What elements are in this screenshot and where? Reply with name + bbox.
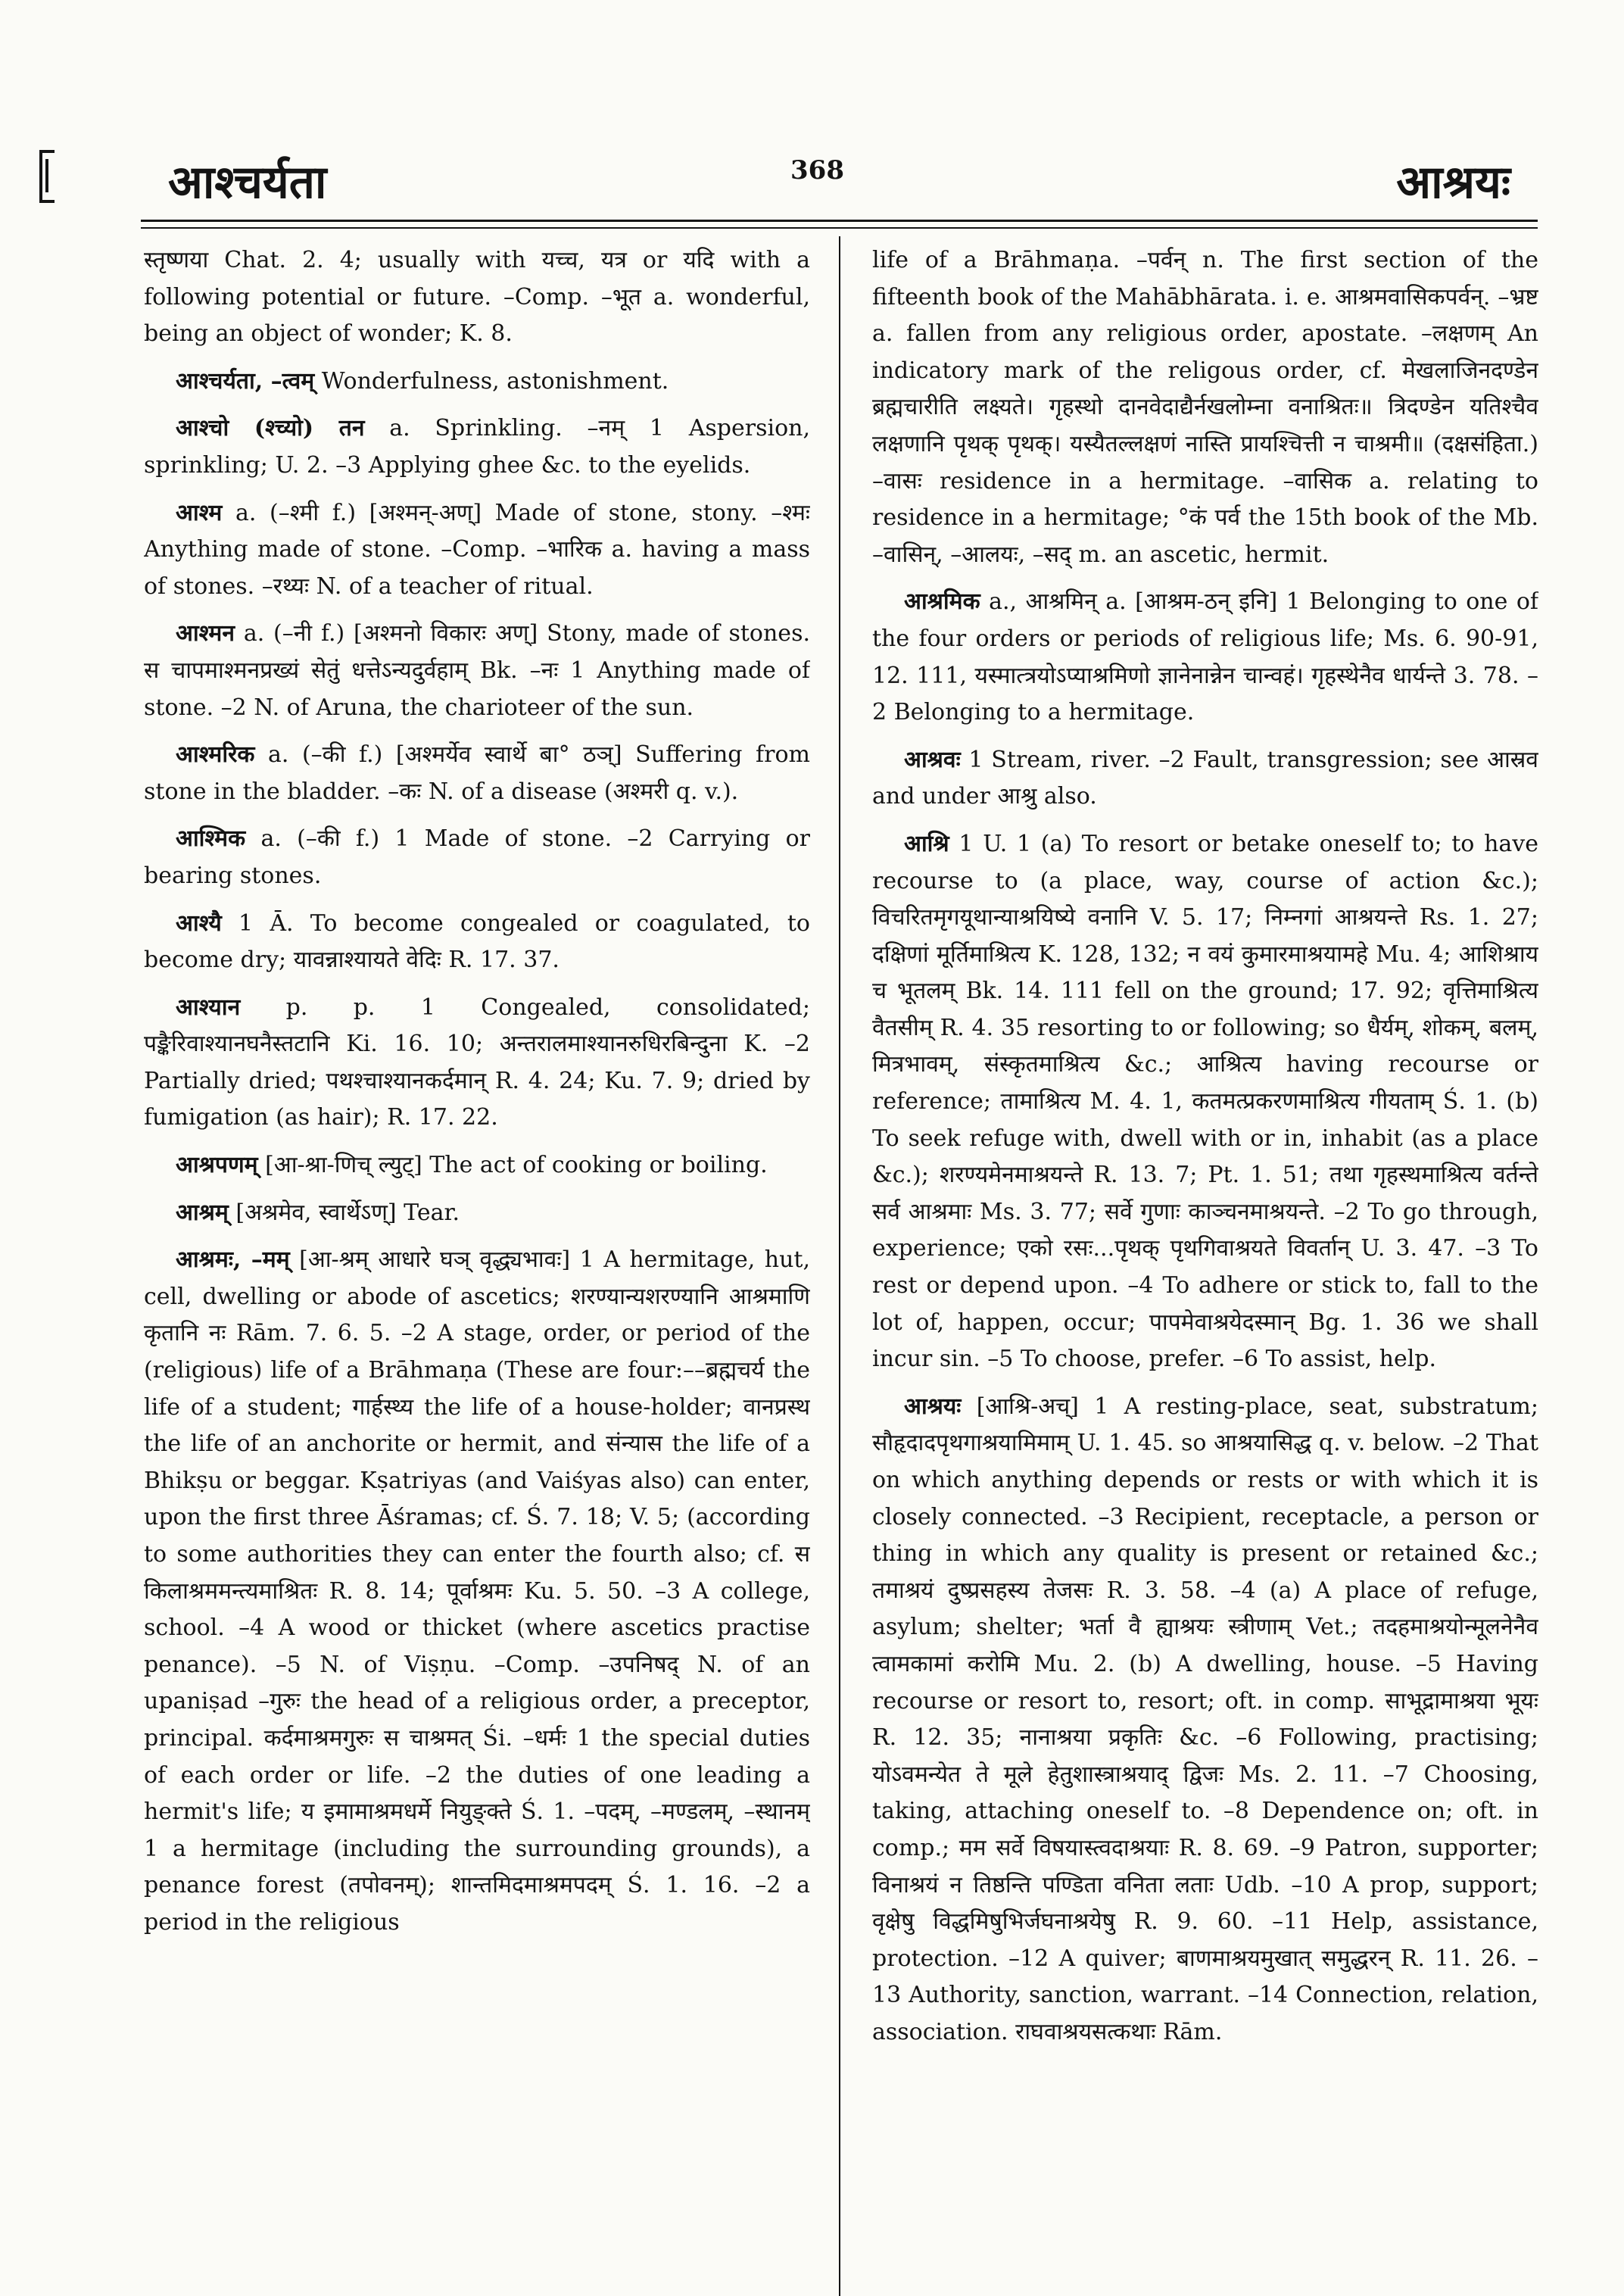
entry-continuation bbox=[872, 242, 1538, 573]
entry-text: [आ-श्रम् आधारे घञ् वृद्ध्यभावः] 1 A hermitage, hut, cell, dwelling or abode of ascetics; शरण्यान्यशरण्यानि आश्रमाणि कृतानि नः Rām. 7. 6. 5. –2 A stage, order, or period of the (religious) life of a Brāhmaṇa (These are four:––ब्रह्मचर्य the life of a student; गार्हस्थ्य the life of a house-holder; वानप्रस्थ the life of an anchorite or hermit, and संन्यास the life of a Bhikṣu or beggar. Kṣatriyas (and Vaiśyas also) can enter, upon the first three Āśramas; cf. Ś. 7. 18; V. 5; (according to some authorities they can enter the fourth also; cf. स किलाश्रममन्त्यमाश्रितः R. 8. 14; पूर्वाश्रमः Ku. 5. 50. –3 A college, school. –4 A wood or thicket (where ascetics practise penance). –5 N. of Viṣṇu. –Comp. –उपनिषद् N. of an upaniṣad –गुरुः the head of a religious order, a preceptor, principal. कर्दमाश्रमगुरुः स चाश्रमत् Śi. –धर्मः 1 the special duties of each order or life. –2 the duties of one leading a hermit's life; य इमामाश्रमधर्मे नियुङ्क्ते Ś. 1. –पदम्, –मण्डलम्, –स्थानम् 1 a hermitage (including the surrounding grounds), a penance forest (तपोवनम्); शान्तमिदमाश्रमपदम् Ś. 1. 16. –2 a period in the religious bbox=[144, 1246, 810, 1936]
running-header bbox=[0, 140, 1624, 223]
entry-text: स्तृष्णया Chat. 2. 4; usually with यच्च, यत्र or यदि with a following potential or future. –Comp. –भूत a. wonderful, being an object of wonder; K. 8. bbox=[144, 247, 810, 348]
entry-headword: आश्रमः, –मम् bbox=[176, 1246, 290, 1274]
right-column bbox=[872, 242, 1538, 2287]
dictionary-entry bbox=[872, 742, 1538, 816]
dictionary-entry bbox=[144, 1242, 810, 1941]
entry-text: a. Sprinkling. –नम् 1 Aspersion, sprinkling; U. 2. –3 Applying ghee &c. to the eyelids. bbox=[144, 415, 810, 479]
entry-text: life of a Brāhmaṇa. –पर्वन् n. The first section of the fifteenth book of the Mahābhārata. i. e. आश्रमवासिकपर्वन्. –भ्रष्ट a. fallen from any religious order, apostate. –लक्षणम् An indicatory mark of the religous order, cf. मेखलाजिनदण्डेन ब्रह्मचारीति लक्ष्यते। गृहस्थो दानवेदाद्यैर्नखलोम्ना वनाश्रितः॥ त्रिदण्डेन यतिश्चैव लक्षणानि पृथक् पृथक्। यस्यैतल्लक्षणं नास्ति प्रायश्चित्ती न चाश्रमी॥ (दक्षसंहिता.) –वासः residence in a hermitage. –वासिक a. relating to residence in a hermitage; °कं पर्व the 15th book of the Mb. –वासिन्, –आलयः, –सद् m. an ascetic, hermit. bbox=[872, 247, 1538, 568]
entry-headword: आश्यान bbox=[176, 994, 241, 1021]
entry-headword: आश्मन bbox=[176, 620, 235, 647]
dictionary-entry bbox=[144, 363, 810, 401]
entry-text: a. (–की f.) 1 Made of stone. –2 Carrying or bearing stones. bbox=[144, 825, 810, 889]
dictionary-entry bbox=[144, 906, 810, 979]
dictionary-entry bbox=[872, 584, 1538, 731]
entry-headword: आश्रमिक bbox=[904, 588, 980, 616]
entry-text: a., आश्रमिन् a. [आश्रम-ठन् इनि] 1 Belonging to one of the four orders or periods of religious life; Ms. 6. 90-91, 12. 111, यस्मात्त्रयोऽप्याश्रमिणो ज्ञानेनान्नेन चान्वहं। गृहस्थेनैव धार्यन्ते 3. 78. –2 Belonging to a hermitage. bbox=[872, 588, 1538, 726]
entry-text: [आ-श्रा-णिच् ल्युट्] The act of cooking or boiling. bbox=[265, 1152, 768, 1179]
entry-headword: आश्चो (श्च्यो) तन bbox=[176, 415, 365, 442]
entry-headword: आश्रि bbox=[904, 830, 949, 857]
dictionary-entry bbox=[144, 495, 810, 606]
entry-headword: आश्रवः bbox=[904, 746, 961, 773]
entry-headword: आश्मिक bbox=[176, 825, 246, 853]
entry-text: 1 U. 1 (a) To resort or betake oneself to; to have recourse to (a place, way, course of action &c.); विचरितमृगयूथान्याश्रयिष्ये वनानि V. 5. 17; निम्नगां आश्रयन्ते Rs. 1. 27; दक्षिणां मूर्तिमाश्रित्य K. 128, 132; न वयं कुमारमाश्रयामहे Mu. 4; आशिश्राय च भूतलम् Bk. 14. 111 fell on the ground; 17. 92; वृत्तिमाश्रित्य वैतसीम् R. 4. 35 resorting to or following; so धैर्यम्, शोकम्, बलम्, मित्रभावम्, संस्कृतमाश्रित्य &c.; आश्रित्य having recourse or reference; तामाश्रित्य M. 4. 1, कतमत्प्रकरणमाश्रित्य गीयताम् Ś. 1. (b) To seek refuge with, dwell with or in, inhabit (as a place &c.); शरण्यमेनमाश्रयन्ते R. 13. 7; Pt. 1. 51; तथा गृहस्थमाश्रित्य वर्तन्ते सर्व आश्रमाः Ms. 3. 77; सर्वे गुणाः काञ्चनमाश्रयन्ते. –2 To go through, experience; एको रसः...पृथक् पृथगिवाश्रयते विवर्तान् U. 3. 47. –3 To rest or depend upon. –4 To adhere or stick to, fall to the lot of, happen, occur; पापमेवाश्रयेदस्मान् Bg. 1. 36 we shall incur sin. –5 To choose, prefer. –6 To assist, help. bbox=[872, 830, 1538, 1373]
dictionary-entry bbox=[144, 990, 810, 1137]
entry-headword: आश्चर्यता, –त्वम् bbox=[176, 367, 315, 395]
entry-headword: आश्रपणम् bbox=[176, 1152, 258, 1179]
entry-text: Wonderfulness, astonishment. bbox=[321, 367, 669, 395]
page-number: 368 bbox=[790, 155, 844, 186]
dictionary-entry bbox=[872, 1389, 1538, 2051]
entry-text: a. (–की f.) [अश्मर्येव स्वार्थे बा° ठञ्] Suffering from stone in the bladder. –कः N. of a disease (अश्मरी q. v.). bbox=[144, 741, 810, 805]
entry-headword: आश्रम् bbox=[176, 1199, 229, 1226]
entry-text: 1 Stream, river. –2 Fault, transgression; see आस्रव and under आश्रु also. bbox=[872, 746, 1538, 810]
entry-headword: आश्यै bbox=[176, 909, 222, 937]
left-guide-word: आश्चर्यता bbox=[168, 156, 327, 209]
dictionary-entry bbox=[144, 1147, 810, 1184]
header-rule bbox=[141, 220, 1538, 222]
column-separator bbox=[839, 236, 840, 2296]
dictionary-entry bbox=[872, 826, 1538, 1378]
dictionary-entry bbox=[144, 821, 810, 894]
dictionary-entry bbox=[144, 1195, 810, 1232]
entry-text: [आश्रि-अच्] 1 A resting-place, seat, substratum; सौहृदादपृथगाश्रयामिमाम् U. 1. 45. so आश्रयासिद्ध q. v. below. –2 That on which anything depends or rests or with which it is closely connected. –3 Recipient, receptacle, a person or thing in which any quality is present or retained &c.; तमाश्रयं दुष्प्रसहस्य तेजसः R. 3. 58. –4 (a) A place of refuge, asylum; shelter; भर्ता वै ह्याश्रयः स्त्रीणाम् Vet.; तदहमाश्रयोन्मूलनेनैव त्वामकामां करोमि Mu. 2. (b) A dwelling, house. –5 Having recourse or resort to, resort; oft. in comp. साभूद्रामाश्रया भूयः R. 12. 35; नानाश्रया प्रकृतिः &c. –6 Following, practising; योऽवमन्येत ते मूले हेतुशास्त्राश्रयाद् द्विजः Ms. 2. 11. –7 Choosing, taking, attaching oneself to. –8 Dependence on; oft. in comp.; मम सर्वे विषयास्त्वदाश्रयाः R. 8. 69. –9 Patron, supporter; विनाश्रयं न तिष्ठन्ति पण्डिता वनिता लताः Udb. –10 A prop, support; वृक्षेषु विद्धमिषुभिर्जघनाश्रयेषु R. 9. 60. –11 Help, assistance, protection. –12 A quiver; बाणमाश्रयमुखात् समुद्धरन् R. 11. 26. –13 Authority, sanction, warrant. –14 Connection, relation, association. राघवाश्रयसत्कथाः Rām. bbox=[872, 1393, 1538, 2045]
entry-text: a. (–श्मी f.) [अश्मन्-अण्] Made of stone, stony. –श्मः Anything made of stone. –Comp. –भारिक a. having a mass of stones. –रथ्यः N. of a teacher of ritual. bbox=[144, 499, 810, 600]
entry-headword: आश्म bbox=[176, 499, 223, 526]
entry-headword: आश्मरिक bbox=[176, 741, 255, 769]
left-column bbox=[144, 242, 810, 2287]
entry-text: p. p. 1 Congealed, consolidated; पङ्कैरिवाश्यानघनैस्तटानि Ki. 16. 10; अन्तरालमाश्यानरुधिरबिन्दुना K. –2 Partially dried; पथश्चाश्यानकर्दमान् R. 4. 24; Ku. 7. 9; dried by fumigation (as hair); R. 17. 22. bbox=[144, 994, 810, 1131]
entry-continuation bbox=[144, 242, 810, 353]
header-rule-thin bbox=[141, 227, 1538, 229]
dictionary-entry bbox=[144, 410, 810, 484]
entry-text: a. (–नी f.) [अश्मनो विकारः अण्] Stony, made of stones. स चापमाश्मनप्रख्यं सेतुं धत्तेऽन्यदुर्वहाम् Bk. –नः 1 Anything made of stone. –2 N. of Aruna, the charioteer of the sun. bbox=[144, 620, 810, 721]
dictionary-entry bbox=[144, 616, 810, 726]
dictionary-entry bbox=[144, 737, 810, 810]
entry-headword: आश्रयः bbox=[904, 1393, 962, 1420]
entry-text: [अश्रमेव, स्वार्थेऽण्] Tear. bbox=[235, 1199, 460, 1226]
entry-text: 1 Ā. To become congealed or coagulated, to become dry; यावन्नाश्यायते वेदिः R. 17. 37. bbox=[144, 909, 810, 974]
right-guide-word: आश्रयः bbox=[1396, 156, 1510, 209]
